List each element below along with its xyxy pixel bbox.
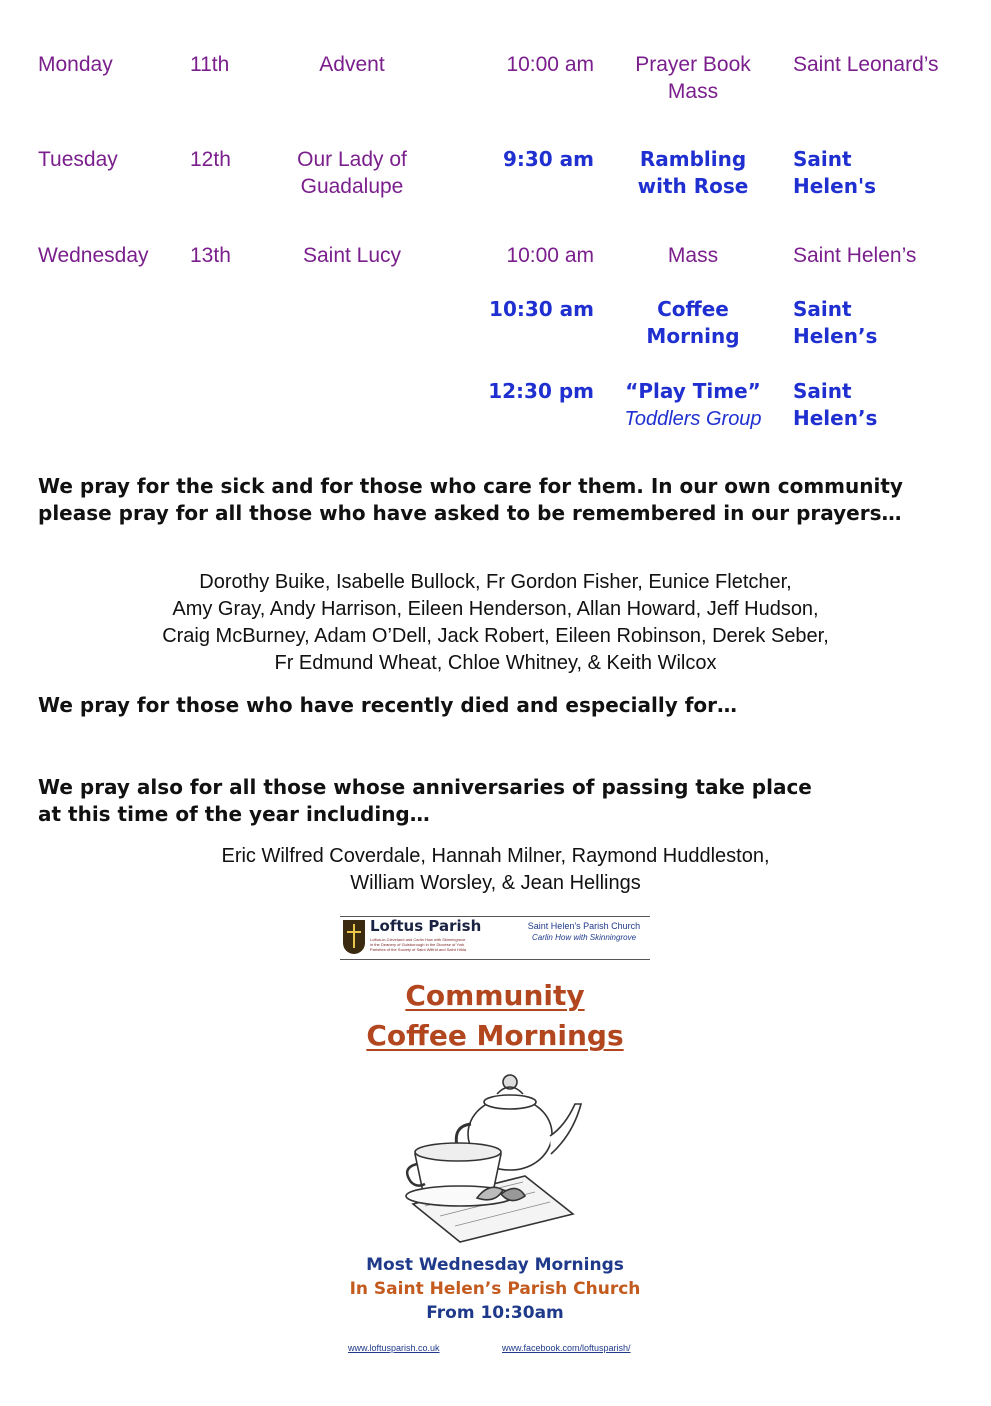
logo-title: Loftus Parish [370, 917, 482, 935]
place-saint-helens: Saint Helen’s [793, 379, 878, 430]
event-rambling-with-rose: Rambling with Rose [637, 147, 749, 198]
sick-names-list [0, 569, 991, 677]
place-saint-helens: Saint Helen's [793, 147, 876, 198]
poster-title-coffee-mornings: Coffee Mornings [366, 1019, 624, 1052]
feast-advent: Advent [319, 53, 385, 76]
day-tuesday: Tuesday [38, 148, 118, 171]
event-play-time: “Play Time” [625, 379, 761, 403]
time-play-time: 12:30 pm [488, 379, 594, 403]
shield-icon [343, 920, 365, 954]
name-line: Fr Edmund Wheat, Chloe Whitney, & Keith Wilcox [274, 652, 717, 674]
place-saint-helens: Saint Helen’s [793, 297, 878, 348]
anniversary-names-list [0, 843, 991, 897]
place-saint-leonards: Saint Leonard’s [793, 53, 939, 76]
place-saint-helens: Saint Helen’s [793, 244, 917, 267]
website-link[interactable]: www.loftusparish.co.uk [348, 1343, 440, 1353]
teapot-and-cup-icon [405, 1064, 590, 1244]
poster-line-church: In Saint Helen’s Parish Church [349, 1279, 641, 1299]
poster-line-wednesday: Most Wednesday Mornings [366, 1255, 624, 1275]
time-wednesday-mass: 10:00 am [506, 244, 594, 267]
name-line: Craig McBurney, Adam O’Dell, Jack Robert, Eileen Robinson, Derek Seber, [162, 625, 829, 647]
date-13th: 13th [190, 244, 231, 267]
date-11th: 11th [190, 53, 230, 76]
time-monday: 10:00 am [506, 53, 594, 76]
logo-small-line: Loftus-in-Cleveland and Carlin How with Skinningrove [370, 937, 466, 942]
time-coffee-morning: 10:30 am [489, 297, 594, 321]
event-coffee-morning: Coffee Morning [646, 297, 740, 348]
poster-title-community: Community [405, 979, 585, 1012]
event-mass: Mass [667, 244, 719, 267]
name-line: Dorothy Buike, Isabelle Bullock, Fr Gordon Fisher, Eunice Fletcher, [199, 571, 792, 593]
time-tuesday: 9:30 am [502, 147, 594, 171]
anniversary-heading-line-1: We pray also for all those whose anniversaries of passing take place [38, 775, 812, 799]
date-12th: 12th [190, 148, 231, 171]
name-line: William Worsley, & Jean Hellings [350, 872, 641, 894]
facebook-link[interactable]: www.facebook.com/loftusparish/ [502, 1343, 631, 1353]
day-wednesday: Wednesday [38, 244, 149, 267]
event-prayer-book-mass: Prayer Book Mass [635, 53, 751, 103]
logo-small-text [370, 937, 520, 952]
poster-line-time: From 10:30am [426, 1303, 564, 1323]
logo-small-line: Parishes of the Society of Saint Wilfrid and Saint Hilda [370, 947, 467, 952]
parish-logo-banner [340, 916, 650, 960]
feast-saint-lucy: Saint Lucy [302, 244, 402, 267]
logo-small-line: in the Deanery of Guisborough in the Diocese of York [370, 942, 465, 947]
anniversary-heading-line-2: at this time of the year including… [38, 802, 430, 826]
name-line: Amy Gray, Andy Harrison, Eileen Henderson, Allan Howard, Jeff Hudson, [172, 598, 819, 620]
event-toddlers-group: Toddlers Group [624, 408, 762, 430]
day-monday: Monday [38, 53, 113, 76]
died-heading: We pray for those who have recently died and especially for… [38, 693, 737, 717]
church-sub: Carlin How with Skinningrove [531, 933, 637, 942]
church-name: Saint Helen’s Parish Church [527, 921, 641, 931]
feast-guadalupe: Our Lady of Guadalupe [297, 148, 407, 198]
name-line: Eric Wilfred Coverdale, Hannah Milner, Raymond Huddleston, [221, 845, 770, 867]
sick-heading: We pray for the sick and for those who care for them. In our own community please pray for all those who have asked to be remembered in our prayers… [38, 474, 903, 525]
